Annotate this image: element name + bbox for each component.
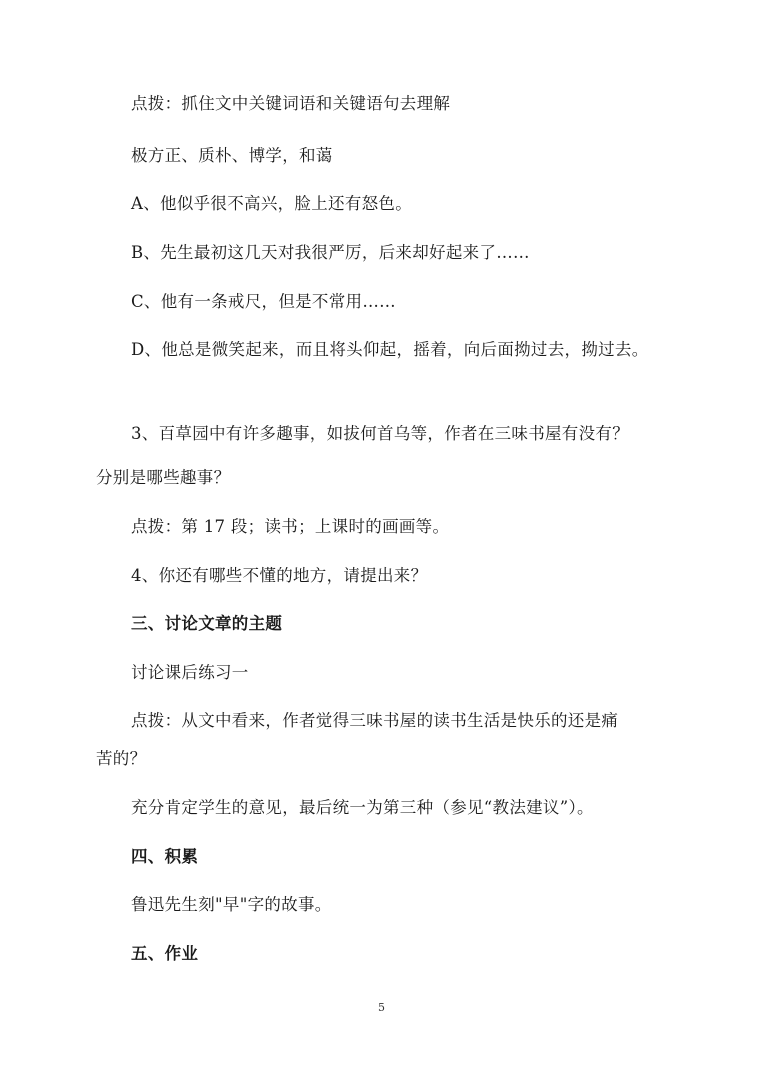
question-3-line-1: 3、百草园中有许多趣事，如拔何首乌等，作者在三味书屋有没有？ bbox=[131, 424, 629, 443]
paragraph-option-b: B、先生最初这几天对我很严厉，后来却好起来了…… bbox=[131, 243, 530, 262]
section-heading-homework: 五、作业 bbox=[131, 944, 199, 963]
paragraph-affirm: 充分肯定学生的意见，最后统一为第三种（参见“教法建议”）。 bbox=[131, 798, 594, 817]
paragraph-hint-line-1: 点拨：从文中看来，作者觉得三味书屋的读书生活是快乐的还是痛 bbox=[131, 711, 619, 730]
paragraph-option-a: A、他似乎很不高兴，脸上还有怒色。 bbox=[131, 194, 413, 213]
question-4: 4、你还有哪些不懂的地方，请提出来？ bbox=[131, 566, 428, 585]
page-number: 5 bbox=[378, 1001, 385, 1014]
paragraph-option-d: D、他总是微笑起来，而且将头仰起，摇着，向后面拗过去，拗过去。 bbox=[131, 340, 649, 359]
question-3-line-2: 分别是哪些趣事？ bbox=[96, 468, 231, 487]
paragraph-hint-17: 点拨：第 17 段；读书；上课时的画画等。 bbox=[131, 517, 450, 536]
paragraph-option-c: C、他有一条戒尺，但是不常用…… bbox=[131, 292, 396, 311]
paragraph-teacher-traits: 极方正、质朴、博学，和蔼 bbox=[131, 146, 333, 165]
paragraph-hint-keywords: 点拨：抓住文中关键词语和关键语句去理解 bbox=[131, 94, 451, 113]
paragraph-hint-line-2: 苦的？ bbox=[96, 749, 147, 768]
section-heading-theme: 三、讨论文章的主题 bbox=[131, 614, 283, 633]
section-heading-accumulate: 四、积累 bbox=[131, 847, 199, 866]
paragraph-discussion: 讨论课后练习一 bbox=[131, 663, 249, 682]
paragraph-story: 鲁迅先生刻"早"字的故事。 bbox=[131, 895, 332, 914]
